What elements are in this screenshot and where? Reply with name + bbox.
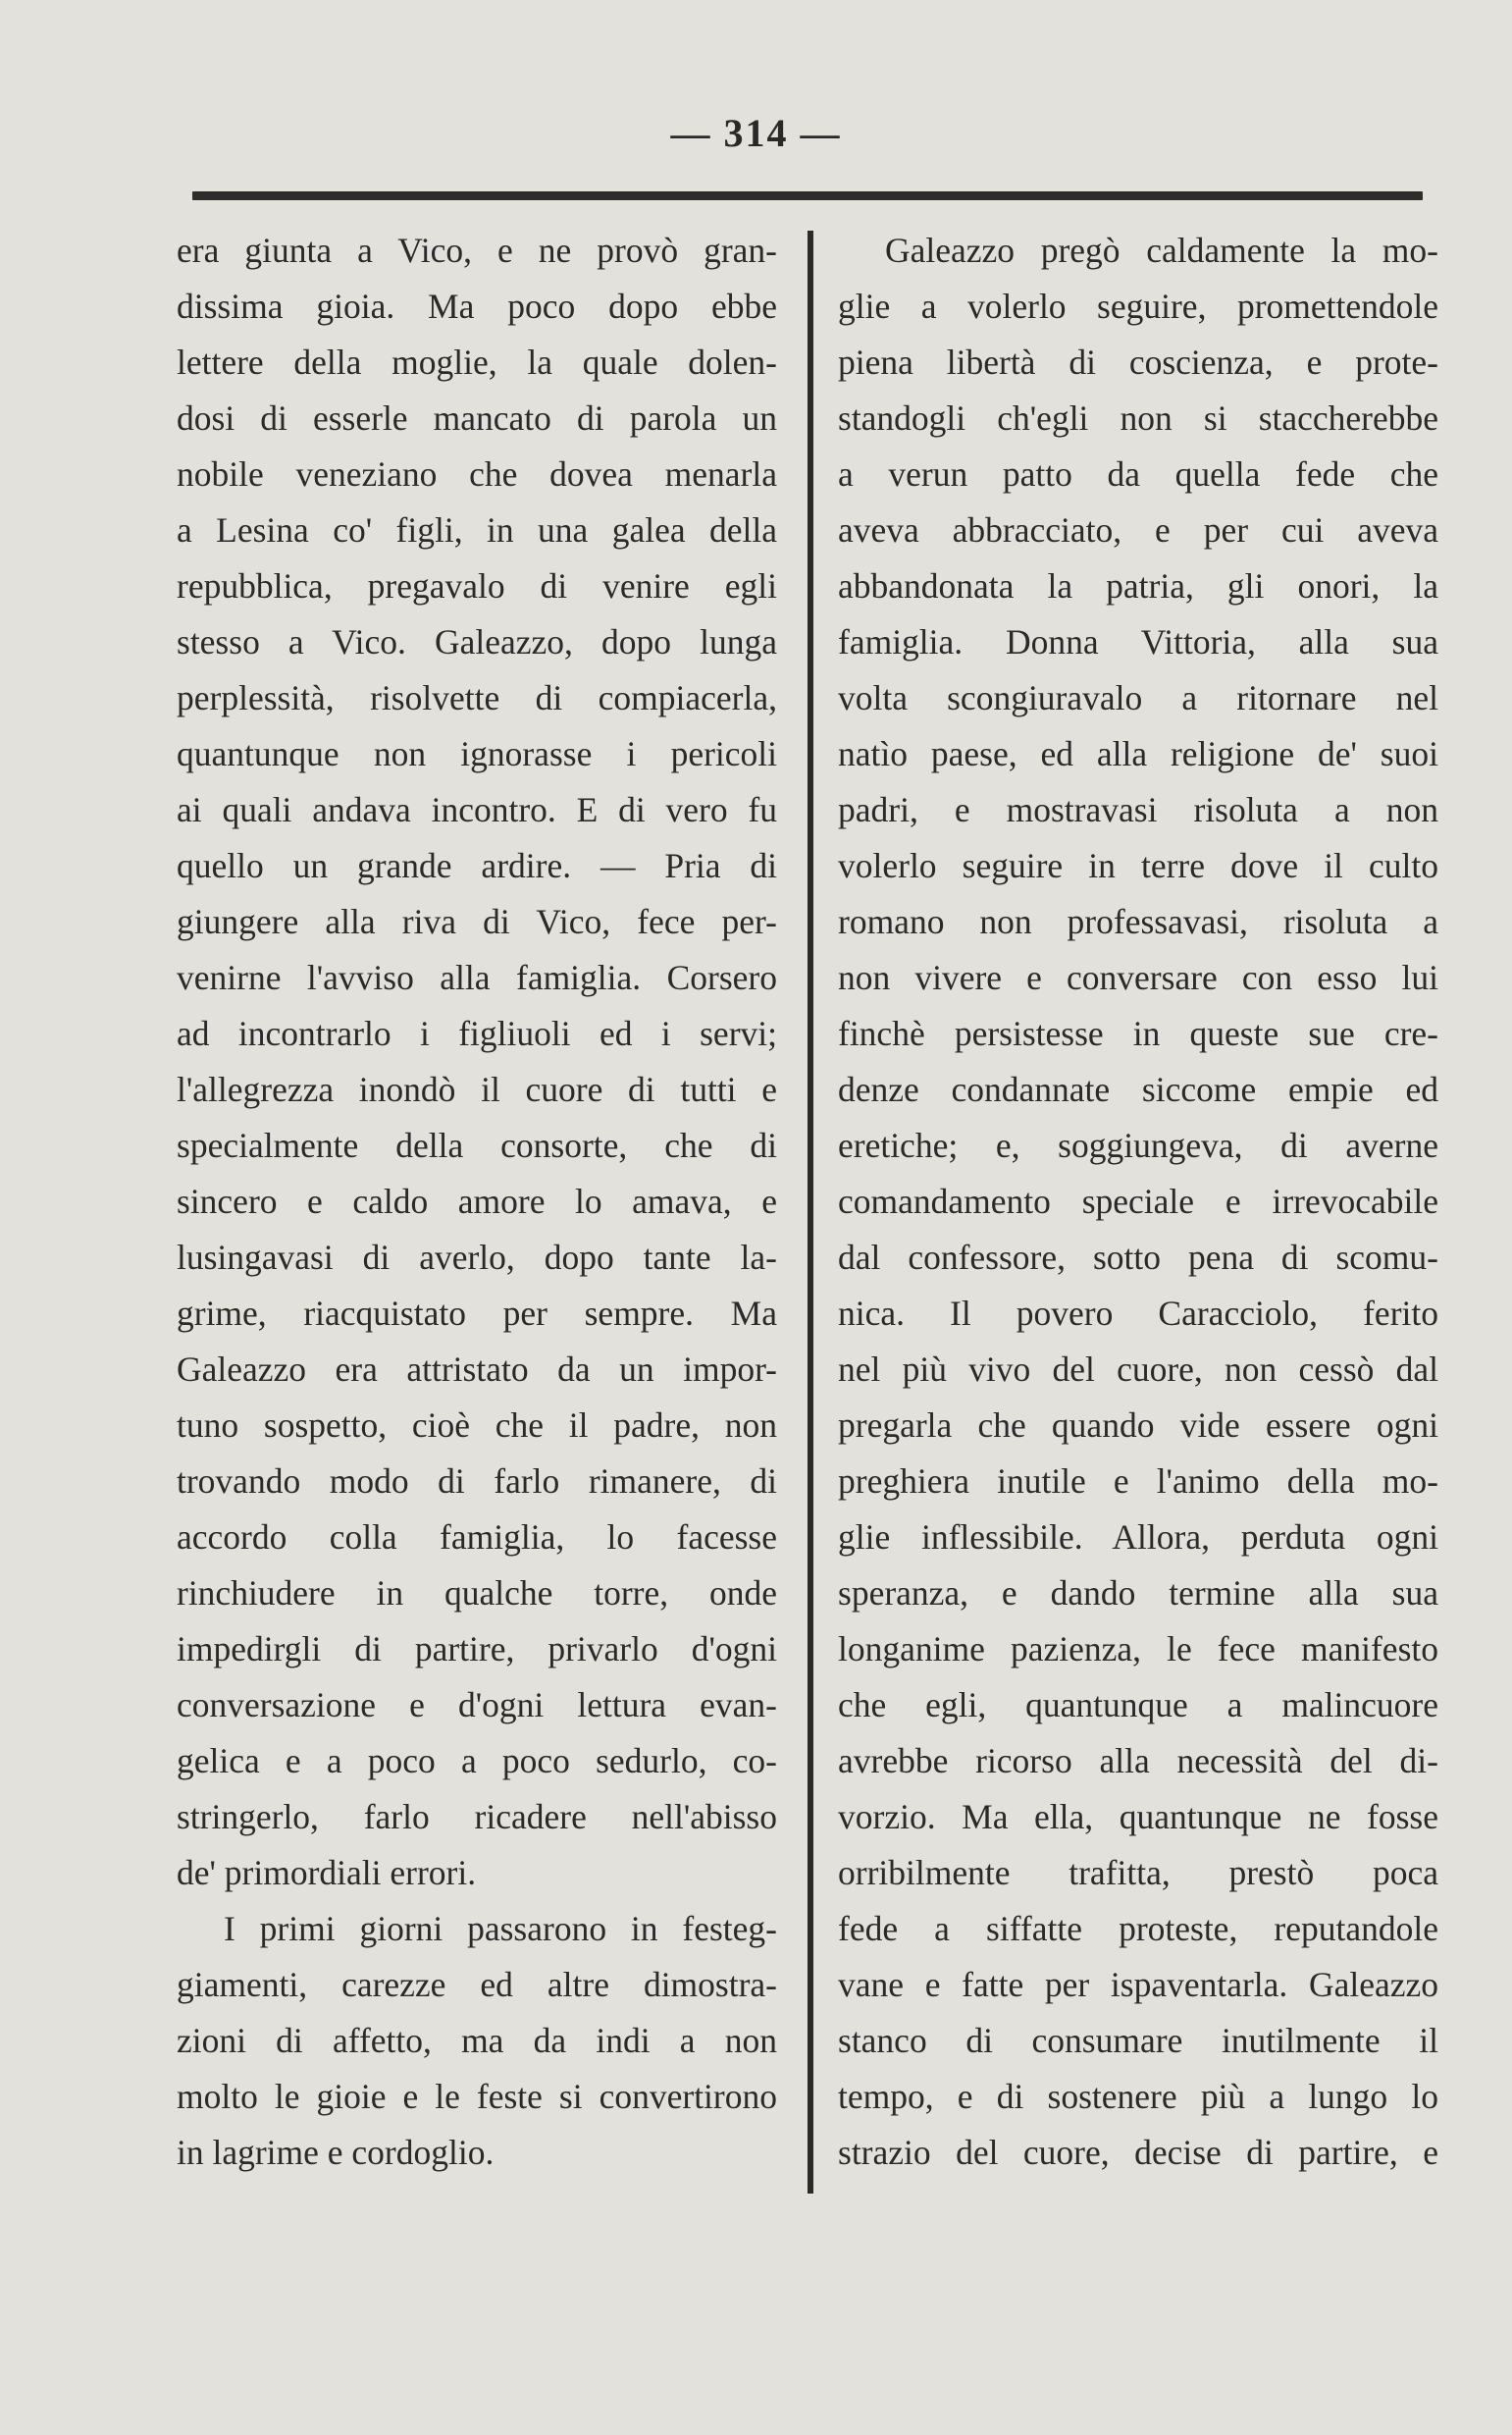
left-column xyxy=(177,223,777,2181)
text-line: zioni di affetto, ma da indi a non xyxy=(177,2021,777,2060)
text-line: stesso a Vico. Galeazzo, dopo lunga xyxy=(177,622,777,662)
text-line: dissima gioia. Ma poco dopo ebbe xyxy=(177,287,777,326)
text-line: eretiche; e, soggiungeva, di averne xyxy=(838,1126,1438,1165)
text-line: rinchiudere in qualche torre, onde xyxy=(177,1573,777,1613)
text-line: piena libertà di coscienza, e prote- xyxy=(838,343,1438,382)
text-line: de' primordiali errori. xyxy=(177,1853,477,1892)
text-line: tuno sospetto, cioè che il padre, non xyxy=(177,1405,777,1445)
text-line: che egli, quantunque a malincuore xyxy=(838,1685,1438,1724)
text-line: non vivere e conversare con esso lui xyxy=(838,958,1438,997)
text-line: avrebbe ricorso alla necessità del di- xyxy=(838,1741,1438,1780)
text-line: orribilmente trafitta, prestò poca xyxy=(838,1853,1438,1892)
text-line: Galeazzo pregò caldamente la mo- xyxy=(885,231,1438,270)
text-line: a Lesina co' figli, in una galea della xyxy=(177,510,777,550)
text-line: standogli ch'egli non si staccherebbe xyxy=(838,398,1438,438)
text-line: longanime pazienza, le fece manifesto xyxy=(838,1629,1438,1668)
text-line: era giunta a Vico, e ne provò gran- xyxy=(177,231,777,270)
text-line: padri, e mostravasi risoluta a non xyxy=(838,790,1438,829)
text-line: lettere della moglie, la quale dolen- xyxy=(177,343,777,382)
text-line: giamenti, carezze ed altre dimostra- xyxy=(177,1965,777,2004)
text-line: l'allegrezza inondò il cuore di tutti e xyxy=(177,1070,777,1109)
text-line: I primi giorni passarono in festeg- xyxy=(224,1909,777,1948)
text-line: romano non professavasi, risoluta a xyxy=(838,902,1438,941)
text-line: vorzio. Ma ella, quantunque ne fosse xyxy=(838,1797,1438,1836)
right-column xyxy=(838,223,1438,2181)
text-line: ad incontrarlo i figliuoli ed i servi; xyxy=(177,1014,777,1053)
text-line: volerlo seguire in terre dove il culto xyxy=(838,846,1438,885)
text-line: venirne l'avviso alla famiglia. Corsero xyxy=(177,958,777,997)
text-line: fede a siffatte proteste, reputandole xyxy=(838,1909,1438,1948)
text-line: preghiera inutile e l'animo della mo- xyxy=(838,1461,1438,1501)
text-line: famiglia. Donna Vittoria, alla sua xyxy=(838,622,1438,662)
text-line: Galeazzo era attristato da un impor- xyxy=(177,1350,777,1389)
text-line: specialmente della consorte, che di xyxy=(177,1126,777,1165)
text-line: ai quali andava incontro. E di vero fu xyxy=(177,790,777,829)
text-line: quantunque non ignorasse i pericoli xyxy=(177,734,777,773)
text-line: abbandonata la patria, gli onori, la xyxy=(838,566,1438,606)
text-line: conversazione e d'ogni lettura evan- xyxy=(177,1685,777,1724)
text-line: sincero e caldo amore lo amava, e xyxy=(177,1182,777,1221)
text-line: natìo paese, ed alla religione de' suoi xyxy=(838,734,1438,773)
text-line: giungere alla riva di Vico, fece per- xyxy=(177,902,777,941)
text-line: in lagrime e cordoglio. xyxy=(177,2133,495,2172)
text-line: dosi di esserle mancato di parola un xyxy=(177,398,777,438)
text-line: glie a volerlo seguire, promettendole xyxy=(838,287,1438,326)
text-line: tempo, e di sostenere più a lungo lo xyxy=(838,2077,1438,2116)
text-line: nel più vivo del cuore, non cessò dal xyxy=(838,1350,1438,1389)
text-line: strazio del cuore, decise di partire, e xyxy=(838,2133,1438,2172)
text-line: trovando modo di farlo rimanere, di xyxy=(177,1461,777,1501)
text-line: speranza, e dando termine alla sua xyxy=(838,1573,1438,1613)
text-line: gelica e a poco a poco sedurlo, co- xyxy=(177,1741,777,1780)
column-divider xyxy=(808,231,813,2194)
text-line: pregarla che quando vide essere ogni xyxy=(838,1405,1438,1445)
text-line: perplessità, risolvette di compiacerla, xyxy=(177,678,777,717)
text-line: aveva abbracciato, e per cui aveva xyxy=(838,510,1438,550)
header-rule xyxy=(192,191,1423,200)
text-line: finchè persistesse in queste sue cre- xyxy=(838,1014,1438,1053)
text-line: vane e fatte per ispaventarla. Galeazzo xyxy=(838,1965,1438,2004)
text-line: accordo colla famiglia, lo facesse xyxy=(177,1517,777,1557)
text-line: a verun patto da quella fede che xyxy=(838,454,1438,494)
text-line: molto le gioie e le feste si convertirono xyxy=(177,2077,777,2116)
text-line: comandamento speciale e irrevocabile xyxy=(838,1182,1438,1221)
text-line: grime, riacquistato per sempre. Ma xyxy=(177,1294,777,1333)
text-line: stanco di consumare inutilmente il xyxy=(838,2021,1438,2060)
text-line: lusingavasi di averlo, dopo tante la- xyxy=(177,1238,777,1277)
page-number: — 314 — xyxy=(670,111,842,155)
text-line: nica. Il povero Caracciolo, ferito xyxy=(838,1294,1438,1333)
text-line: glie inflessibile. Allora, perduta ogni xyxy=(838,1517,1438,1557)
text-line: quello un grande ardire. — Pria di xyxy=(177,846,777,885)
text-line: stringerlo, farlo ricadere nell'abisso xyxy=(177,1797,777,1836)
text-line: repubblica, pregavalo di venire egli xyxy=(177,566,777,606)
text-line: volta scongiuravalo a ritornare nel xyxy=(838,678,1438,717)
text-line: nobile veneziano che dovea menarla xyxy=(177,454,777,494)
text-line: dal confessore, sotto pena di scomu- xyxy=(838,1238,1438,1277)
text-line: impedirgli di partire, privarlo d'ogni xyxy=(177,1629,777,1668)
text-line: denze condannate siccome empie ed xyxy=(838,1070,1438,1109)
